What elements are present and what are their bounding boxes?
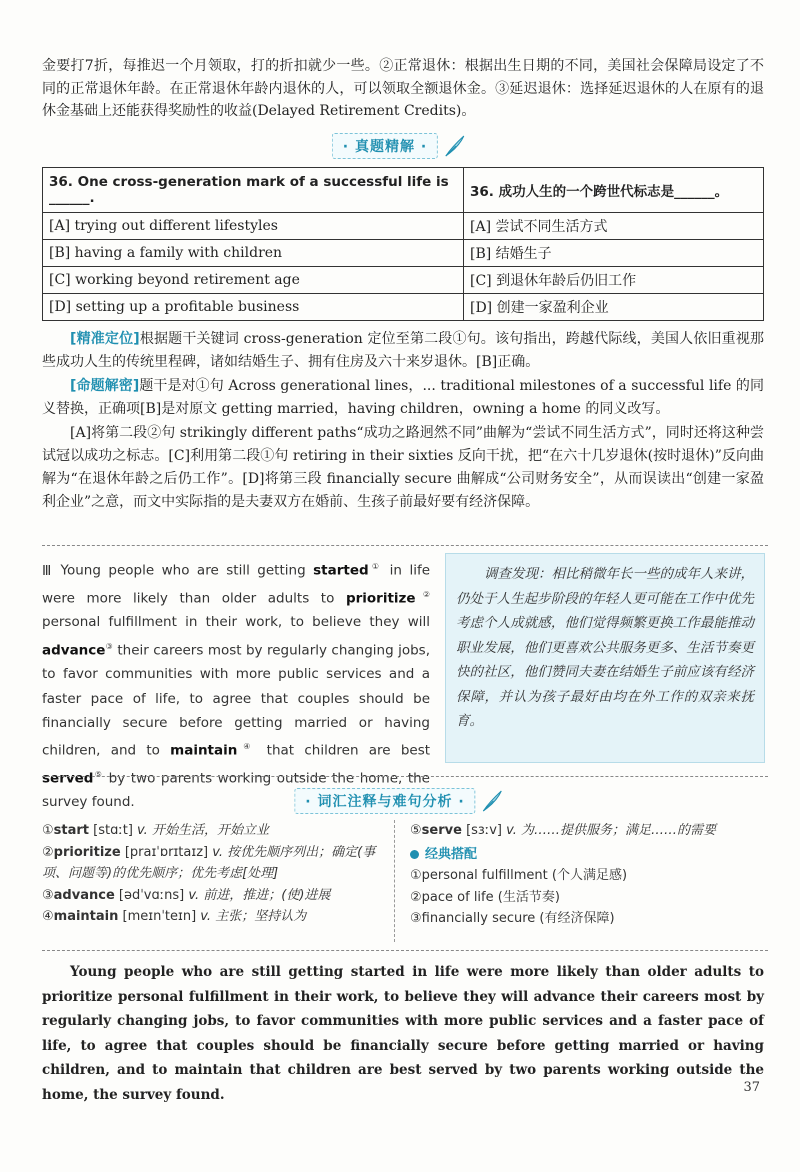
vocab-def: v. 为……提供服务；满足……的需要 — [506, 823, 717, 838]
footnote-5: ⑤ — [93, 769, 104, 779]
locate-analysis — [42, 328, 764, 374]
option-d-en: [D] setting up a profitable business — [43, 294, 464, 321]
option-b-cn: [B] 结婚生子 — [464, 240, 764, 267]
vocab-ipa: [meɪnˈteɪn] — [122, 909, 197, 924]
keyword-prioritize: prioritize — [345, 590, 416, 607]
passage-text: that children are best — [256, 742, 431, 759]
vocab-word: maintain — [53, 909, 119, 924]
difficult-sentence — [42, 960, 764, 1107]
vocab-num: ⑤ — [410, 823, 422, 838]
decode-analysis — [42, 375, 764, 421]
vocab-list — [42, 820, 382, 928]
divider — [42, 545, 768, 546]
translation-text: 调查发现：相比稍微年长一些的成年人来讲，仍处于人生起步阶段的年轻人更可能在工作中优先考虑个人成就感，他们觉得频繁更换工作最能推动职业发展，他们更喜欢公共服务更多、生活节奏更快的社区，他们赞同夫妻在结婚生子前应该有经济保障，并认为孩子最好由均在外工作的双亲来抚育。 — [456, 566, 754, 729]
vocab-word: advance — [53, 887, 115, 903]
option-row-c — [43, 267, 764, 294]
divider — [42, 776, 768, 777]
passage-text: Young people who are still getting — [60, 562, 314, 579]
option-c-en: [C] working beyond retirement age — [43, 267, 464, 294]
vocab-num: ① — [42, 823, 54, 838]
vocab-ipa: [stɑːt] — [93, 823, 133, 838]
translation-box — [445, 553, 765, 763]
quill-icon — [480, 788, 506, 814]
option-row-b — [43, 240, 764, 267]
vocab-entry — [42, 842, 382, 885]
locate-text: 根据题干关键词 cross-generation 定位至第二段①句。该句指出，跨越代际线，美国人依旧重视那些成功人生的传统里程碑，诸如结婚生子、拥有住房及六十来岁退休。[B]正确。 — [42, 331, 765, 370]
decode-text: 题干是对①句 Across generational lines，... traditional milestones of a successful life 的同义替换，正确项[B]是对原文 getting married，having children，owning a home 的同义改写。 — [42, 378, 764, 417]
option-a-en: [A] trying out different lifestyles — [43, 213, 464, 240]
vocab-entry — [410, 820, 770, 842]
vocab-def: v. 主张；坚持认为 — [200, 909, 307, 924]
passage-text: in life were more likely than older adults to — [42, 562, 431, 607]
page-number: 37 — [743, 1080, 760, 1095]
vocab-ipa: [sɜːv] — [466, 823, 502, 838]
vocab-def: v. 按优先顺序列出；确定(事项、问题等)的优先顺序；优先考虑[处理] — [42, 844, 376, 881]
passage-text: their careers most by regularly changing jobs, to favor communities with more public services and a faster pace of life, to agree that couples should be financially secure before getting married or having children, and to — [42, 642, 431, 759]
passage-text: by two parents working outside the home, the survey found. — [42, 770, 430, 811]
option-b-en: [B] having a family with children — [43, 240, 464, 267]
vocab-ipa: [ədˈvɑːns] — [118, 887, 185, 903]
vocab-word: start — [53, 823, 90, 838]
distractor-analysis: [A]将第二段②句 strikingly different paths“成功之路迥然不同”曲解为“尝试不同生活方式”，同时还将这种尝试冠以成功之标志。[C]利用第二段①句 retiring in their sixties 反向干扰，把“在六十几岁退休(按时退休)”反向曲解为“在退休年龄之后仍工作”。[D]将第三段 financially secure 曲解成“公司财务安全”，从而误读出“创建一家盈利企业”之意，而文中实际指的是夫妻双方在婚前、生孩子前最好要有经济保障。 — [42, 425, 764, 510]
quill-icon — [442, 133, 468, 159]
footnote-4: ④ — [237, 741, 257, 751]
passage-text: personal fulfillment in their work, to believe they will — [42, 614, 430, 631]
question-stem-cn: 36. 成功人生的一个跨世代标志是______。 — [464, 168, 764, 213]
vocab-num: ② — [42, 844, 54, 860]
vocab-word: serve — [421, 823, 462, 838]
footnote-3: ③ — [105, 641, 113, 651]
collocation-item: ②pace of life (生活节奏) — [410, 889, 560, 905]
difficult-sentence-text: Young people who are still getting started in life were more likely than older adults to prioritize personal fulfillment in their work, to believe they will advance their careers most by regularly changing jobs, to favor communities with more public services and a faster pace of life, to agree that couples should be financially secure before getting married or having children, and to maintain that children are best served by two parents working outside the home, the survey found. — [42, 964, 764, 1103]
vocab-entry — [42, 906, 382, 928]
keyword-advance: advance — [42, 642, 106, 659]
footnote-1: ① — [368, 562, 383, 571]
question-stem-en: 36. One cross-generation mark of a successful life is ______. — [43, 168, 464, 213]
keyword-served: served — [42, 770, 94, 787]
paragraph-numeral: Ⅲ — [42, 562, 55, 579]
option-a-cn: [A] 尝试不同生活方式 — [464, 213, 764, 240]
vocab-def: v. 前进，推进；(使)进展 — [188, 887, 331, 903]
analysis-section-title: · 真题精解 · — [332, 133, 438, 159]
analysis-section-header — [0, 133, 800, 159]
keyword-started: started — [313, 562, 369, 579]
collocation-item: ①personal fulfillment (个人满足感) — [410, 868, 628, 883]
vocab-section-title: · 词汇注释与难句分析 · — [294, 788, 475, 814]
collocation-item: ③financially secure (有经济保障) — [410, 911, 615, 926]
vocab-right-column — [410, 820, 770, 930]
vocab-entry — [42, 820, 382, 842]
vocab-section-header — [0, 788, 800, 814]
decode-tag: [命题解密] — [70, 378, 140, 394]
vocab-entry — [42, 885, 382, 907]
option-c-cn: [C] 到退休年龄后仍旧工作 — [464, 267, 764, 294]
vocab-num: ③ — [42, 887, 54, 903]
option-row-a — [43, 213, 764, 240]
collocation-title: 经典搭配 — [425, 846, 478, 862]
question-table — [42, 167, 764, 321]
vocab-word: prioritize — [53, 844, 121, 860]
vocab-ipa: [praɪˈɒrɪtaɪz] — [124, 844, 209, 860]
divider — [42, 950, 768, 951]
option-row-d — [43, 294, 764, 321]
locate-tag: [精准定位] — [70, 331, 140, 347]
footnote-2: ② — [415, 589, 431, 599]
question-stem-row — [43, 168, 764, 213]
collocation-header — [410, 844, 770, 866]
vocab-def: v. 开始生活，开始立业 — [137, 823, 269, 838]
vocab-divider — [394, 820, 395, 942]
vocab-num: ④ — [42, 909, 54, 924]
intro-paragraph: 金要打7折，每推迟一个月领取，打的折扣就少一些。②正常退休：根据出生日期的不同，美国社会保障局设定了不同的正常退休年龄。在正常退休年龄内退休的人，可以领取全额退休金。③延迟退休：选择延迟退休的人在原有的退休金基础上还能获得奖励性的收益(Delayed Retirement Credits)。 — [42, 58, 764, 119]
keyword-maintain: maintain — [170, 742, 238, 759]
option-d-cn: [D] 创建一家盈利企业 — [464, 294, 764, 321]
bullet-dot-icon — [410, 850, 419, 859]
